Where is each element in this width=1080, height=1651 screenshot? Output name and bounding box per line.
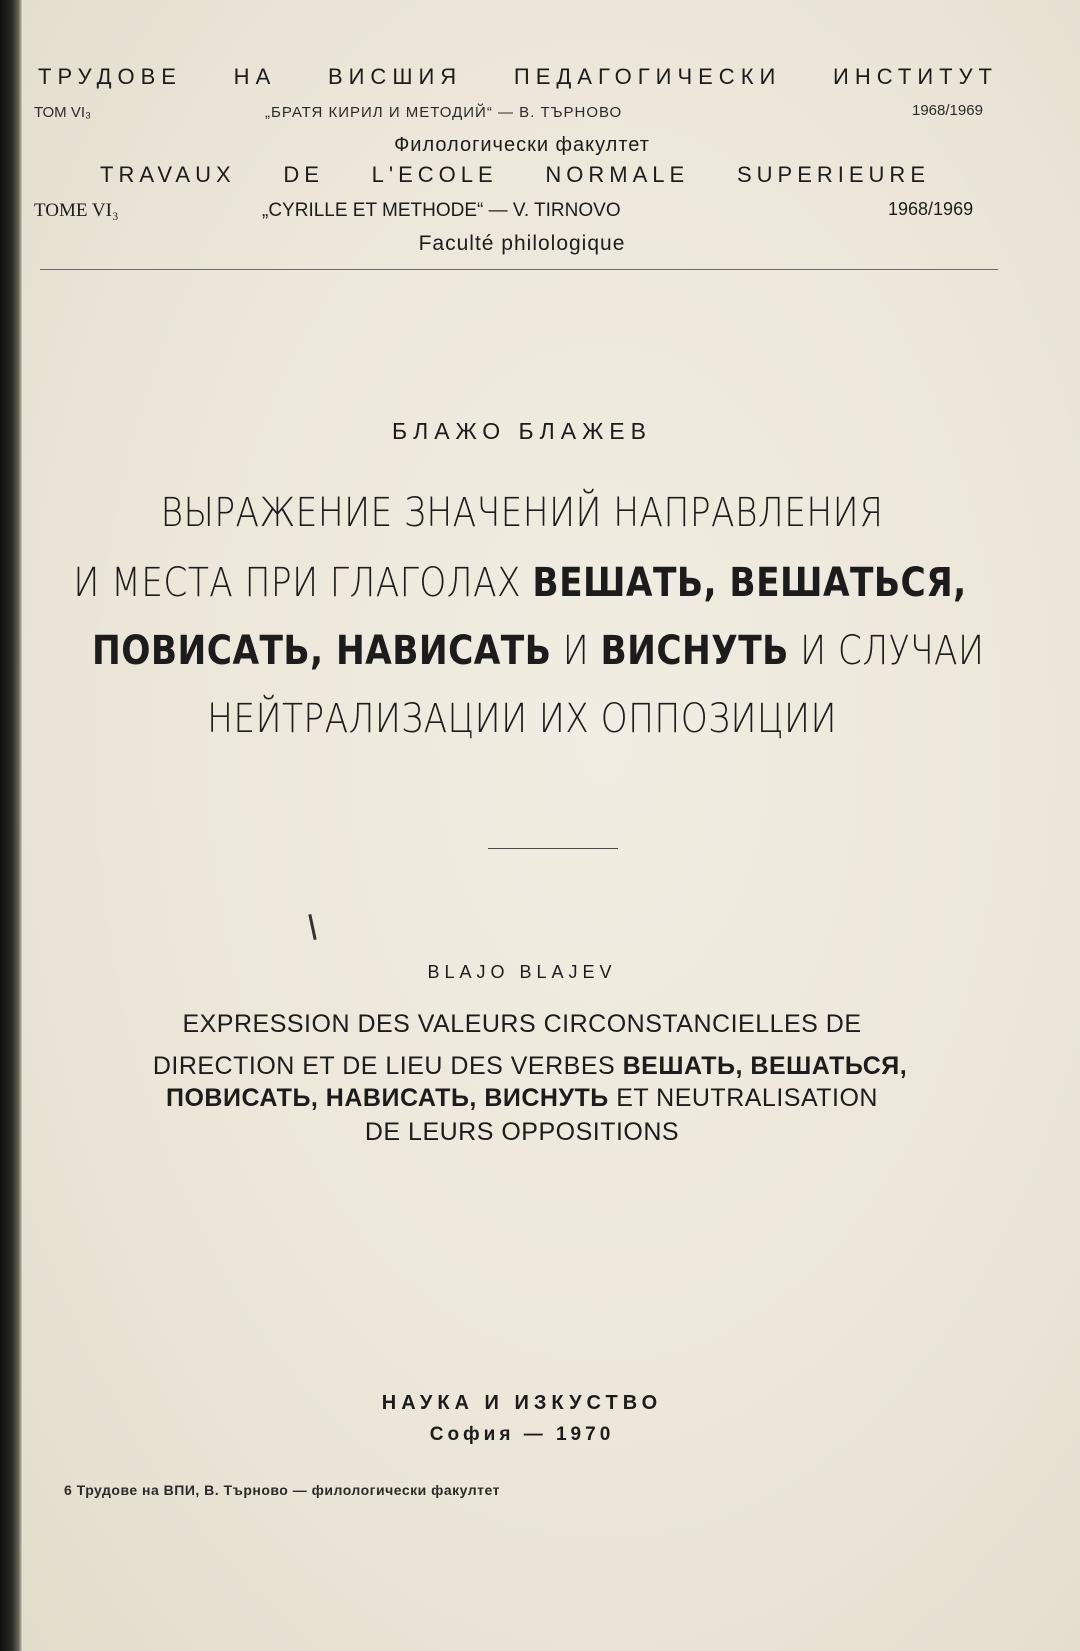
title-fr-line-4: [22, 1118, 1022, 1147]
book-spine-shadow: [0, 0, 22, 1651]
title-fr-line-3-verbs: ПОВИСАТЬ, НАВИСАТЬ, ВИСНУТЬ: [166, 1084, 609, 1112]
publisher-city-year: София — 1970: [429, 1424, 615, 1445]
title-fr-line-2-plain: DIRECTION ET DE LIEU DES VERBES: [152, 1052, 623, 1080]
years-fr: 1968/1969: [888, 199, 974, 219]
title-fr-line-1: [22, 1010, 1022, 1039]
institution-bg: „БРАТЯ КИРИЛ И МЕТОДИЙ“ — В. ТЪРНОВО: [265, 104, 623, 121]
title-fr-line-2: [10, 1052, 1050, 1081]
title-bg-line-2-verbs: ВЕШАТЬ, ВЕШАТЬСЯ,: [532, 560, 967, 606]
title-fr-line-1-text: EXPRESSION DES VALEURS CIRCONSTANCIELLES DE: [182, 1010, 862, 1038]
publisher-name: НАУКА И ИЗКУСТВО: [381, 1392, 663, 1414]
author-name-fr: BLAJO BLAJEV: [427, 962, 617, 982]
author-name-bg: БЛАЖО БЛАЖЕВ: [392, 418, 652, 444]
title-bg-line-3-conj: И: [551, 628, 601, 674]
title-bg-line-3-plain: И СЛУЧАИ: [788, 628, 985, 674]
faculty-bg: Филологически факултет: [394, 134, 650, 156]
title-bg-line-3: [92, 628, 985, 674]
title-bg-line-3-verbs-1: ПОВИСАТЬ, НАВИСАТЬ: [92, 628, 552, 674]
years-bg: 1968/1969: [912, 102, 983, 119]
title-fr-line-3-plain: ET NEUTRALISATION: [608, 1084, 878, 1112]
section-divider: [488, 848, 618, 849]
title-bg-line-1-text: ВЫРАЖЕНИЕ ЗНАЧЕНИЙ НАПРАВЛЕНИЯ: [160, 490, 884, 536]
series-title-fr: TRAVAUX DE L'ECOLE NORMALE SUPERIEURE: [100, 162, 930, 187]
header-divider: [40, 269, 998, 270]
title-bg-line-2-plain: И МЕСТА ПРИ ГЛАГОЛАХ: [73, 560, 533, 606]
page-footer: 6 Трудове на ВПИ, В. Търново — филологически факултет: [64, 1482, 500, 1498]
volume-bg: ТОМ VI₃: [34, 104, 92, 121]
title-fr-line-2-verbs: ВЕШАТЬ, ВЕШАТЬСЯ,: [622, 1052, 908, 1080]
series-title-bg: ТРУДОВЕ НА ВИСШИЯ ПЕДАГОГИЧЕСКИ ИНСТИТУТ: [38, 64, 998, 89]
title-bg-line-3-verbs-2: ВИСНУТЬ: [600, 628, 789, 674]
title-bg-line-4-text: НЕЙТРАЛИЗАЦИИ ИХ ОППОЗИЦИИ: [207, 696, 837, 742]
institution-fr: „CYRILLE ET METHODE“ — V. TIRNOVO: [262, 200, 621, 221]
volume-fr: TOME VI₃: [34, 200, 119, 221]
title-fr-line-4-text: DE LEURS OPPOSITIONS: [364, 1118, 680, 1146]
faculty-fr: Faculté philologique: [418, 232, 626, 255]
title-fr-line-3: [22, 1084, 1022, 1113]
title-bg-line-1: [92, 490, 952, 536]
title-bg-line-2: [73, 560, 967, 606]
title-bg-line-4: [92, 696, 952, 742]
